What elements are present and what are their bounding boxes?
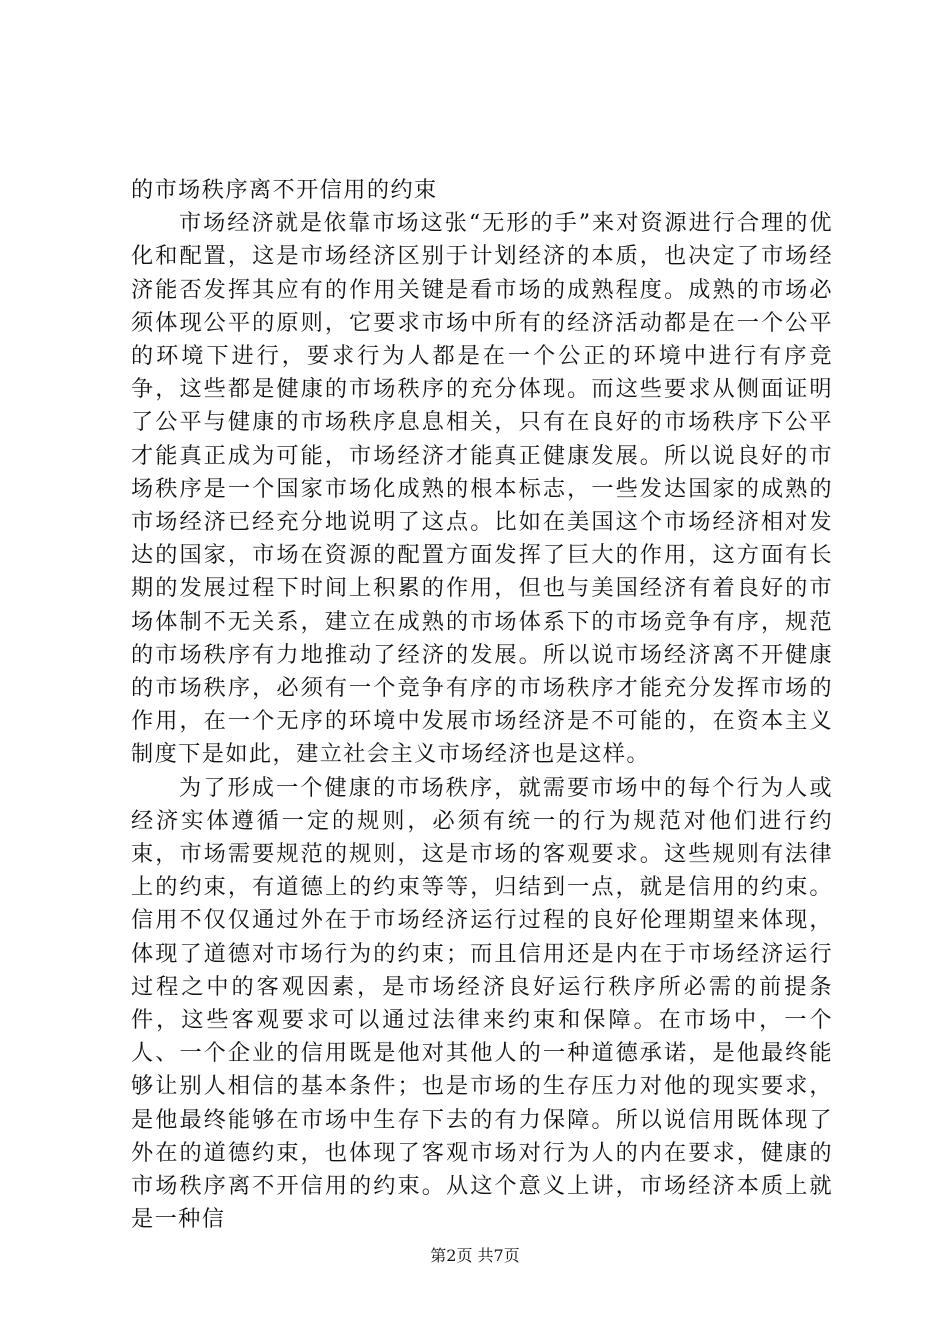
document-body bbox=[131, 174, 833, 1237]
paragraph: 市场经济就是依靠市场这张“无形的手”来对资源进行合理的优化和配置，这是市场经济区别于计划经济的本质，也决定了市场经济能否发挥其应有的作用关键是看市场的成熟程度。成熟的市场必须体现公平的原则，它要求市场中所有的经济活动都是在一个公平的环境下进行，要求行为人都是在一个公正的环境中进行有序竞争，这些都是健康的市场秩序的充分体现。而这些要求从侧面证明了公平与健康的市场秩序息息相关，只有在良好的市场秩序下公平才能真正成为可能，市场经济才能真正健康发展。所以说良好的市场秩序是一个国家市场化成熟的根本标志，一些发达国家的成熟的市场经济已经充分地说明了这点。比如在美国这个市场经济相对发达的国家，市场在资源的配置方面发挥了巨大的作用，这方面有长期的发展过程下时间上积累的作用，但也与美国经济有着良好的市场体制不无关系，建立在成熟的市场体系下的市场竞争有序，规范的市场秩序有力地推动了经济的发展。所以说市场经济离不开健康的市场秩序，必须有一个竞争有序的市场秩序才能充分发挥市场的作用，在一个无序的环境中发展市场经济是不可能的，在资本主义制度下是如此，建立社会主义市场经济也是这样。 bbox=[131, 210, 833, 768]
paragraph: 为了形成一个健康的市场秩序，就需要市场中的每个行为人或经济实体遵循一定的规则，必须有统一的行为规范对他们进行约束，市场需要规范的规则，这是市场的客观要求。这些规则有法律上的约束，有道德上的约束等等，归结到一点，就是信用的约束。信用不仅仅通过外在于市场经济运行过程的良好伦理期望来体现，体现了道德对市场行为的约束；而且信用还是内在于市场经济运行过程之中的客观因素，是市场经济良好运行秩序所必需的前提条件，这些客观要求可以通过法律来约束和保障。在市场中，一个人、一个企业的信用既是他对其他人的一种道德承诺，是他最终能够让别人相信的基本条件；也是市场的生存压力对他的现实要求，是他最终能够在市场中生存下去的有力保障。所以说信用既体现了外在的道德约束，也体现了客观市场对行为人的内在要求，健康的市场秩序离不开信用的约束。从这个意义上讲，市场经济本质上就是一种信 bbox=[131, 774, 833, 1233]
page-number-footer: 第2页 共7页 bbox=[430, 1246, 520, 1265]
paragraph-continued: 的市场秩序离不开信用的约束 bbox=[131, 177, 438, 203]
